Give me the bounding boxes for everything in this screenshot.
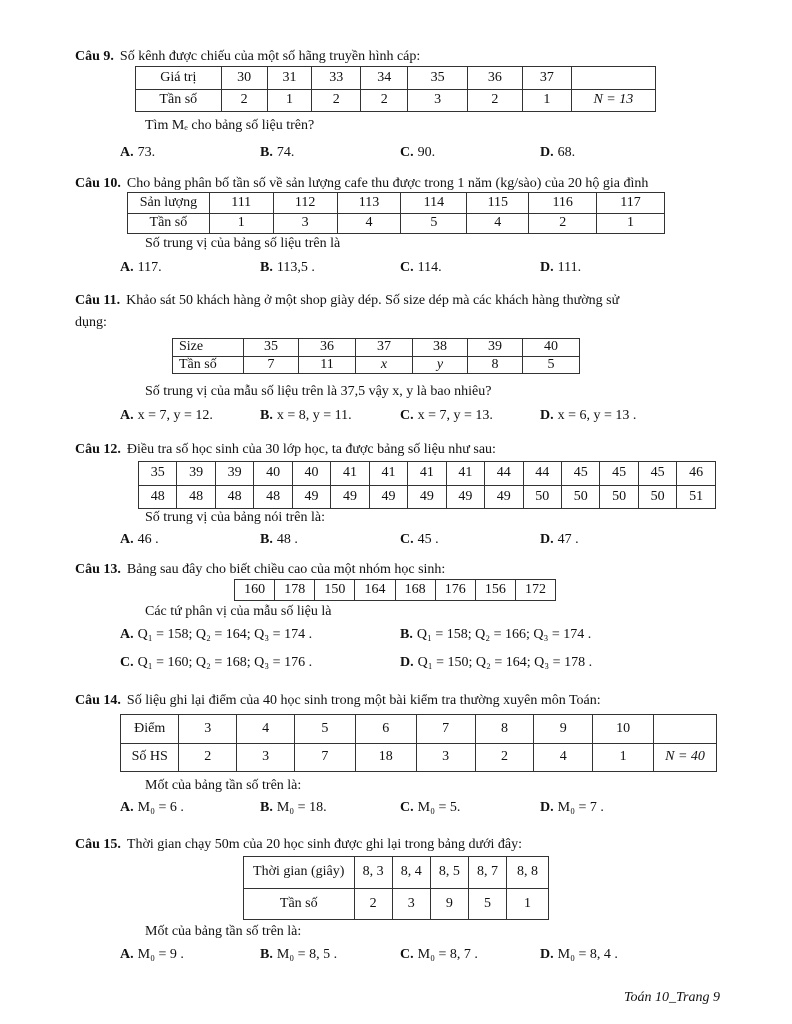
table-cell: 9 xyxy=(534,715,593,744)
table-cell: Sản lượng xyxy=(128,193,210,214)
table-cell: 1 xyxy=(597,213,665,234)
table-row xyxy=(121,715,717,744)
option-letter: A. xyxy=(120,947,134,962)
table-cell: 48 xyxy=(139,485,177,509)
table-cell: 49 xyxy=(369,485,407,509)
option-letter: C. xyxy=(400,947,414,962)
table-row xyxy=(139,485,716,509)
answer-option[interactable] xyxy=(120,627,312,643)
table-cell: 2 xyxy=(467,89,522,112)
option-value: 46 . xyxy=(137,532,159,547)
table-cell xyxy=(571,67,655,90)
answer-option[interactable] xyxy=(260,800,327,816)
question-number: Câu 11. xyxy=(75,293,121,308)
option-value: 68. xyxy=(557,145,576,160)
table-cell: Số HS xyxy=(121,743,179,772)
table-cell: 44 xyxy=(523,462,561,486)
table-cell: 50 xyxy=(600,485,638,509)
table-cell: 11 xyxy=(299,356,356,374)
q11-table xyxy=(172,338,580,374)
table-cell: 117 xyxy=(597,193,665,214)
option-value: Q₁ = 150; Q₂ = 164; Q₃ = 178 . xyxy=(417,655,593,670)
table-cell: 160 xyxy=(235,580,275,601)
table-cell: 3 xyxy=(179,715,237,744)
table-cell: 2 xyxy=(354,888,392,920)
question-11-heading-cont: dụng: xyxy=(75,315,107,330)
answer-option[interactable] xyxy=(540,260,581,276)
table-row xyxy=(244,888,549,920)
answer-option[interactable] xyxy=(540,800,604,816)
table-cell: 48 xyxy=(215,485,253,509)
option-letter: D. xyxy=(540,408,554,423)
option-value: 74. xyxy=(276,145,295,160)
table-cell: 3 xyxy=(408,89,467,112)
table-cell: 1 xyxy=(522,89,571,112)
table-row xyxy=(139,462,716,486)
table-cell: Thời gian (giây) xyxy=(244,857,355,889)
table-cell: 39 xyxy=(177,462,215,486)
table-cell: Tần số xyxy=(136,89,222,112)
q14-prompt: Mốt của bảng tần số trên là: xyxy=(145,778,302,793)
answer-option[interactable] xyxy=(540,408,636,424)
table-cell: 4 xyxy=(237,715,295,744)
q15-prompt: Mốt của bảng tần số trên là: xyxy=(145,924,302,939)
option-value: 111. xyxy=(557,260,582,275)
answer-option[interactable] xyxy=(120,947,184,963)
table-cell: 1 xyxy=(209,213,273,234)
question-number: Câu 13. xyxy=(75,562,121,577)
table-cell: 48 xyxy=(254,485,292,509)
table-cell: 50 xyxy=(561,485,599,509)
option-letter: B. xyxy=(260,408,273,423)
option-value: x = 7, y = 12. xyxy=(137,408,213,423)
option-letter: C. xyxy=(400,145,414,160)
table-cell: 8, 8 xyxy=(507,857,549,889)
answer-option[interactable] xyxy=(400,655,592,671)
answer-option[interactable] xyxy=(400,260,442,276)
option-value: 114. xyxy=(417,260,442,275)
table-cell: 1 xyxy=(593,743,654,772)
answer-option[interactable] xyxy=(120,408,213,424)
question-9-heading xyxy=(75,48,420,66)
option-letter: D. xyxy=(540,260,554,275)
table-cell: 164 xyxy=(355,580,395,601)
page-footer: Toán 10_Trang 9 xyxy=(624,990,720,1005)
option-letter: B. xyxy=(260,145,273,160)
option-letter: C. xyxy=(400,532,414,547)
table-cell: 116 xyxy=(529,193,597,214)
table-cell: Tần số xyxy=(173,356,244,374)
table-cell: 10 xyxy=(593,715,654,744)
table-cell: 40 xyxy=(523,339,580,357)
table-cell: 3 xyxy=(237,743,295,772)
table-cell: 18 xyxy=(355,743,416,772)
option-value: 47 . xyxy=(557,532,579,547)
question-11-heading xyxy=(75,292,619,310)
table-cell: 178 xyxy=(275,580,315,601)
table-cell: 2 xyxy=(312,89,361,112)
option-letter: D. xyxy=(540,947,554,962)
table-cell: 5 xyxy=(401,213,467,234)
question-10-heading xyxy=(75,175,648,193)
answer-option[interactable] xyxy=(400,800,460,816)
answer-option[interactable] xyxy=(400,627,591,643)
table-cell: 8 xyxy=(467,356,522,374)
table-cell: 1 xyxy=(507,888,549,920)
table-cell: 2 xyxy=(529,213,597,234)
option-value: 48 . xyxy=(276,532,298,547)
question-text: Cho bảng phân bố tần số về sản lượng cafe thu được trong 1 năm (kg/sào) của 20 hộ gia đình xyxy=(126,176,649,191)
answer-option[interactable] xyxy=(540,145,575,161)
question-text: Số liệu ghi lại điểm của 40 học sinh trong một bài kiểm tra thường xuyên môn Toán: xyxy=(126,693,601,708)
table-cell: 3 xyxy=(416,743,475,772)
table-cell: 51 xyxy=(677,485,716,509)
question-number: Câu 15. xyxy=(75,837,121,852)
table-cell: 8, 7 xyxy=(468,857,506,889)
option-letter: C. xyxy=(120,655,134,670)
table-cell: 2 xyxy=(475,743,534,772)
table-cell: 49 xyxy=(408,485,446,509)
table-cell: 9 xyxy=(430,888,468,920)
table-cell: 5 xyxy=(523,356,580,374)
table-cell: 2 xyxy=(361,89,408,112)
question-text: Khảo sát 50 khách hàng ở một shop giày dép. Số size dép mà các khách hàng thường sử xyxy=(126,293,620,308)
table-cell: 114 xyxy=(401,193,467,214)
table-cell: 35 xyxy=(139,462,177,486)
option-value: M₀ = 9 . xyxy=(137,947,184,962)
question-number: Câu 12. xyxy=(75,442,121,457)
table-cell: 50 xyxy=(638,485,676,509)
option-value: M₀ = 6 . xyxy=(137,800,184,815)
table-cell: N = 13 xyxy=(571,89,655,112)
table-cell: 30 xyxy=(221,67,267,90)
answer-option[interactable] xyxy=(120,800,184,816)
table-row xyxy=(128,213,665,234)
table-cell: 8 xyxy=(475,715,534,744)
option-value: Q₁ = 160; Q₂ = 168; Q₃ = 176 . xyxy=(137,655,313,670)
q11-prompt: Số trung vị của mẫu số liệu trên là 37,5 vậy x, y là bao nhiêu? xyxy=(145,384,492,399)
table-cell: Size xyxy=(173,339,244,357)
table-cell: 5 xyxy=(468,888,506,920)
q13-prompt: Các tứ phân vị của mẫu số liệu là xyxy=(145,604,332,619)
answer-option[interactable] xyxy=(120,532,159,548)
table-cell: 8, 3 xyxy=(354,857,392,889)
question-number: Câu 9. xyxy=(75,49,114,64)
question-text: Bảng sau đây cho biết chiều cao của một nhóm học sinh: xyxy=(126,562,446,577)
question-15-heading xyxy=(75,836,522,854)
table-cell: 4 xyxy=(534,743,593,772)
table-cell: 6 xyxy=(355,715,416,744)
q14-table xyxy=(120,714,717,772)
table-cell: 40 xyxy=(292,462,330,486)
table-cell: 49 xyxy=(485,485,523,509)
option-letter: A. xyxy=(120,260,134,275)
question-number: Câu 10. xyxy=(75,176,121,191)
option-letter: B. xyxy=(400,627,413,642)
option-letter: B. xyxy=(260,260,273,275)
q12-prompt: Số trung vị của bảng nói trên là: xyxy=(145,510,326,525)
table-row xyxy=(244,857,549,889)
question-13-heading xyxy=(75,561,445,579)
q10-table xyxy=(127,192,665,234)
table-cell: 2 xyxy=(179,743,237,772)
option-letter: A. xyxy=(120,627,134,642)
table-cell: Giá trị xyxy=(136,67,222,90)
option-letter: B. xyxy=(260,532,273,547)
table-cell: 34 xyxy=(361,67,408,90)
table-cell: x xyxy=(356,356,413,374)
question-text: Số kênh được chiếu của một số hãng truyền hình cáp: xyxy=(119,49,421,64)
answer-option[interactable] xyxy=(260,947,337,963)
table-cell: 2 xyxy=(221,89,267,112)
table-cell: 4 xyxy=(337,213,401,234)
answer-option[interactable] xyxy=(400,145,435,161)
table-cell: 31 xyxy=(267,67,312,90)
table-cell: Tần số xyxy=(244,888,355,920)
table-cell: 40 xyxy=(254,462,292,486)
answer-option[interactable] xyxy=(260,145,294,161)
table-cell: 33 xyxy=(312,67,361,90)
table-cell: 50 xyxy=(523,485,561,509)
table-cell: 7 xyxy=(416,715,475,744)
option-letter: B. xyxy=(260,800,273,815)
table-cell: 36 xyxy=(299,339,356,357)
question-text: Thời gian chạy 50m của 20 học sinh được ghi lại trong bảng dưới đây: xyxy=(126,837,522,852)
option-letter: D. xyxy=(400,655,414,670)
question-text: Điều tra số học sinh của 30 lớp học, ta được bảng số liệu như sau: xyxy=(126,442,496,457)
option-letter: D. xyxy=(540,800,554,815)
answer-option[interactable] xyxy=(540,947,618,963)
answer-option[interactable] xyxy=(120,260,162,276)
q10-prompt: Số trung vị của bảng số liệu trên là xyxy=(145,236,341,251)
q13-table xyxy=(234,579,556,601)
q12-table xyxy=(138,461,716,509)
table-cell: 45 xyxy=(561,462,599,486)
table-cell: 3 xyxy=(392,888,430,920)
option-value: M₀ = 8, 4 . xyxy=(557,947,618,962)
option-value: 45 . xyxy=(417,532,439,547)
option-letter: A. xyxy=(120,145,134,160)
table-cell: 168 xyxy=(395,580,435,601)
answer-option[interactable] xyxy=(260,260,315,276)
table-cell: 35 xyxy=(244,339,299,357)
question-12-heading xyxy=(75,441,496,459)
option-letter: C. xyxy=(400,260,414,275)
table-cell: 8, 5 xyxy=(430,857,468,889)
table-row xyxy=(173,356,580,374)
table-cell: 172 xyxy=(515,580,555,601)
table-cell: 39 xyxy=(215,462,253,486)
table-row xyxy=(173,339,580,357)
question-14-heading xyxy=(75,692,601,710)
option-letter: A. xyxy=(120,800,134,815)
table-cell: 49 xyxy=(331,485,369,509)
option-value: M₀ = 7 . xyxy=(557,800,604,815)
table-cell: 37 xyxy=(522,67,571,90)
table-cell: 41 xyxy=(446,462,484,486)
table-cell: 115 xyxy=(467,193,529,214)
answer-option[interactable] xyxy=(540,532,579,548)
table-cell: Điểm xyxy=(121,715,179,744)
table-cell: 113 xyxy=(337,193,401,214)
option-letter: A. xyxy=(120,532,134,547)
option-letter: B. xyxy=(260,947,273,962)
option-value: 90. xyxy=(417,145,436,160)
table-cell: 7 xyxy=(244,356,299,374)
table-cell: 4 xyxy=(467,213,529,234)
option-value: x = 8, y = 11. xyxy=(276,408,352,423)
option-value: x = 6, y = 13 . xyxy=(557,408,637,423)
table-cell: 8, 4 xyxy=(392,857,430,889)
table-cell: 3 xyxy=(273,213,337,234)
table-row xyxy=(136,89,656,112)
table-cell: 111 xyxy=(209,193,273,214)
option-value: Q₁ = 158; Q₂ = 166; Q₃ = 174 . xyxy=(416,627,592,642)
table-cell: 41 xyxy=(408,462,446,486)
option-value: M₀ = 8, 7 . xyxy=(417,947,478,962)
table-cell: 48 xyxy=(177,485,215,509)
q9-prompt: Tìm Mₑ cho bảng số liệu trên? xyxy=(145,118,315,133)
option-letter: C. xyxy=(400,800,414,815)
option-value: 73. xyxy=(137,145,156,160)
option-value: x = 7, y = 13. xyxy=(417,408,493,423)
q9-table xyxy=(135,66,656,112)
table-cell: 49 xyxy=(446,485,484,509)
table-cell: Tần số xyxy=(128,213,210,234)
option-value: M₀ = 5. xyxy=(417,800,461,815)
answer-option[interactable] xyxy=(260,408,352,424)
table-row xyxy=(136,67,656,90)
table-cell: 36 xyxy=(467,67,522,90)
table-row xyxy=(235,580,556,601)
answer-option[interactable] xyxy=(260,532,298,548)
option-value: M₀ = 18. xyxy=(276,800,327,815)
option-letter: D. xyxy=(540,145,554,160)
table-row xyxy=(121,743,717,772)
table-cell: 1 xyxy=(267,89,312,112)
table-cell: 45 xyxy=(638,462,676,486)
table-cell: 112 xyxy=(273,193,337,214)
table-cell: 45 xyxy=(600,462,638,486)
table-cell: 5 xyxy=(295,715,356,744)
table-cell: 150 xyxy=(315,580,355,601)
answer-option[interactable] xyxy=(400,947,478,963)
answer-option[interactable] xyxy=(400,408,493,424)
table-cell: 38 xyxy=(412,339,467,357)
table-cell: y xyxy=(412,356,467,374)
option-value: 113,5 . xyxy=(276,260,315,275)
table-cell: 49 xyxy=(292,485,330,509)
table-cell: 35 xyxy=(408,67,467,90)
table-cell: 7 xyxy=(295,743,356,772)
table-cell: 44 xyxy=(485,462,523,486)
table-row xyxy=(128,193,665,214)
table-cell: 46 xyxy=(677,462,716,486)
option-letter: C. xyxy=(400,408,414,423)
table-cell: N = 40 xyxy=(654,743,717,772)
table-cell: 39 xyxy=(467,339,522,357)
table-cell: 41 xyxy=(331,462,369,486)
table-cell xyxy=(654,715,717,744)
table-cell: 156 xyxy=(475,580,515,601)
option-value: 117. xyxy=(137,260,162,275)
table-cell: 41 xyxy=(369,462,407,486)
option-letter: A. xyxy=(120,408,134,423)
question-number: Câu 14. xyxy=(75,693,121,708)
answer-option[interactable] xyxy=(120,655,312,671)
table-cell: 176 xyxy=(435,580,475,601)
option-letter: D. xyxy=(540,532,554,547)
q15-table xyxy=(243,856,549,920)
table-cell: 37 xyxy=(356,339,413,357)
option-value: M₀ = 8, 5 . xyxy=(276,947,338,962)
option-value: Q₁ = 158; Q₂ = 164; Q₃ = 174 . xyxy=(137,627,313,642)
answer-option[interactable] xyxy=(400,532,439,548)
answer-option[interactable] xyxy=(120,145,155,161)
